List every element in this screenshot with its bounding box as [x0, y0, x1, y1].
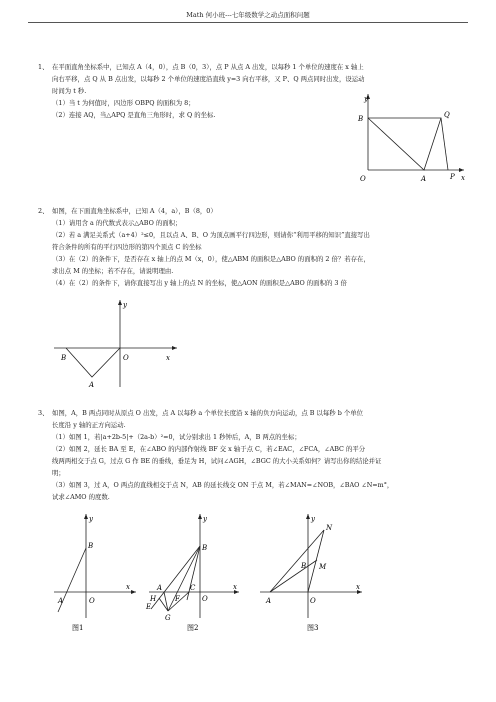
point-label-o: O: [360, 175, 366, 183]
point-label-q: Q: [444, 111, 450, 119]
problem-3-figure-2: [145, 508, 245, 633]
axis-label-y: y: [203, 515, 207, 523]
problem-2-question: （3）在（2）的条件下，是否存在 x 轴上的点 M（x，0），使△ABM 的面积是△ABO 的面积的 2 倍？若存在，: [52, 255, 370, 263]
problem-2-figure: [52, 295, 182, 390]
point-label-a: A: [89, 381, 95, 389]
axis-label-x: x: [126, 583, 130, 591]
point-label-c: C: [190, 584, 196, 592]
point-label-h: H: [150, 595, 157, 603]
problem-2-question: （1）请用含 a 的代数式表示△ABO 的面积；: [52, 219, 182, 227]
problem-1-line: 在平面直角坐标系中，已知点 A（4，0），点 B（0，3），点 P 从点 A 出发，以每秒 1 个单位的速度在 x 轴上: [52, 63, 364, 71]
problem-3-line: 长度沿 y 轴的正方向运动.: [52, 421, 126, 429]
problem-3-question: （3）如图 3，过 A，O 两点的直线相交于点 N，AB 的延长线交 ON 于点 M，若∠MAN=∠NOB，∠BAO ∠N=m°，: [52, 481, 394, 489]
problem-2-question: （4）在（2）的条件下，请你直接写出 y 轴上的点 N 的坐标，使△AON 的面积是△ABO 的面积的 3 倍: [52, 279, 347, 287]
point-label-n: N: [326, 524, 333, 532]
point-label-p: P: [450, 173, 455, 181]
axis-label-x: x: [356, 583, 360, 591]
point-label-a: A: [58, 597, 64, 605]
problem-2-line: 符合条件的所有的平行四边形的第四个顶点 C 的坐标: [52, 243, 202, 251]
axis-label-y: y: [123, 301, 127, 309]
point-label-b: B: [358, 115, 364, 123]
problem-3-figure-3: [258, 508, 368, 633]
figure-caption: 图2: [187, 624, 199, 632]
problem-2-question: （2）若 a 满足关系式（a+4）²≤0，且以点 A、B、O 为顶点画平行四边形，则请你“利用平移的知识”直接写出: [52, 231, 370, 239]
axis-label-x: x: [233, 583, 237, 591]
problem-3-question: （2）如图 2，延长 BA 至 E，在∠ABO 的内部作射线 BF 交 x 轴于点 C，若∠EAC，∠FCA，∠ABC 的平分: [52, 445, 366, 453]
point-label-o: O: [123, 354, 129, 362]
axis-label-x: x: [461, 174, 465, 182]
axis-label-y: y: [89, 515, 93, 523]
point-label-o: O: [310, 597, 316, 605]
problem-3-figure-1: [52, 508, 142, 633]
problem-1-line: 时间为 t 秒.: [52, 87, 87, 95]
problem-3-line: 试求∠AMO 的度数.: [52, 493, 110, 501]
triangle-abo: [66, 348, 120, 377]
problem-3-number: 3、: [38, 409, 49, 417]
quadrilateral-obpq: [368, 118, 441, 170]
figure-caption: 图1: [72, 624, 84, 632]
figure-caption: 图3: [307, 624, 319, 632]
point-label-a: A: [266, 597, 272, 605]
point-label-b: B: [202, 544, 208, 552]
problem-1-figure: [356, 90, 468, 186]
problem-3-line: 线两两相交于点 G，过点 G 作 BE 的垂线，垂足为 H，试问∠AGH，∠BGC 的大小关系如何？请写出你的结论并证: [52, 457, 382, 465]
problem-3-question: （1）如图 1，若|a+2b-5|+（2a-b）²=0，试分别求出 1 秒钟后，A，B 两点的坐标；: [52, 433, 301, 441]
point-label-f: F: [175, 595, 180, 603]
page-header: Math 何小班---七年级数学之动点面积问题: [186, 11, 310, 19]
problem-1-question: （1）当 t 为何值时，四边形 OBPQ 的面积为 8；: [52, 99, 195, 107]
axis-label-y: y: [364, 95, 368, 103]
problem-1-question: （2）连接 AQ，当△APQ 是直角三角形时，求 Q 的坐标.: [52, 111, 216, 119]
point-label-o: O: [202, 595, 208, 603]
header-divider: [28, 22, 468, 23]
problem-3-line: 如图，A，B 两点同时从原点 O 出发，点 A 以每秒 a 个单位长度沿 x 轴的负方向运动，点 B 以每秒 b 个单位: [52, 409, 364, 417]
point-label-b: B: [301, 562, 307, 570]
segment-qp: [441, 118, 448, 170]
point-label-b: B: [61, 354, 67, 362]
point-label-g: G: [165, 614, 171, 622]
problem-2-line: 求出点 M 的坐标；若不存在，请说明理由.: [52, 267, 174, 275]
axis-label-x: x: [166, 354, 170, 362]
point-label-m: M: [319, 563, 327, 571]
segment-bg: [168, 546, 200, 611]
problem-1-line: 向右平移，点 Q 从 B 点出发，以每秒 2 个单位的速度沿直线 y=3 向右平移，又 P、Q 两点同时出发，设运动: [52, 75, 365, 83]
problem-2-line: 如图，在下面直角坐标系中，已知 A（4，a），B（8，0）: [52, 207, 217, 215]
point-label-o: O: [89, 597, 95, 605]
point-label-a: A: [421, 175, 427, 183]
point-label-b: B: [88, 542, 94, 550]
point-label-e: E: [146, 603, 152, 611]
axis-label-y: y: [311, 515, 315, 523]
problem-3-line: 明；: [52, 469, 65, 477]
point-label-a: A: [157, 584, 163, 592]
problem-2-number: 2、: [38, 207, 49, 215]
problem-1-number: 1、: [38, 63, 49, 71]
